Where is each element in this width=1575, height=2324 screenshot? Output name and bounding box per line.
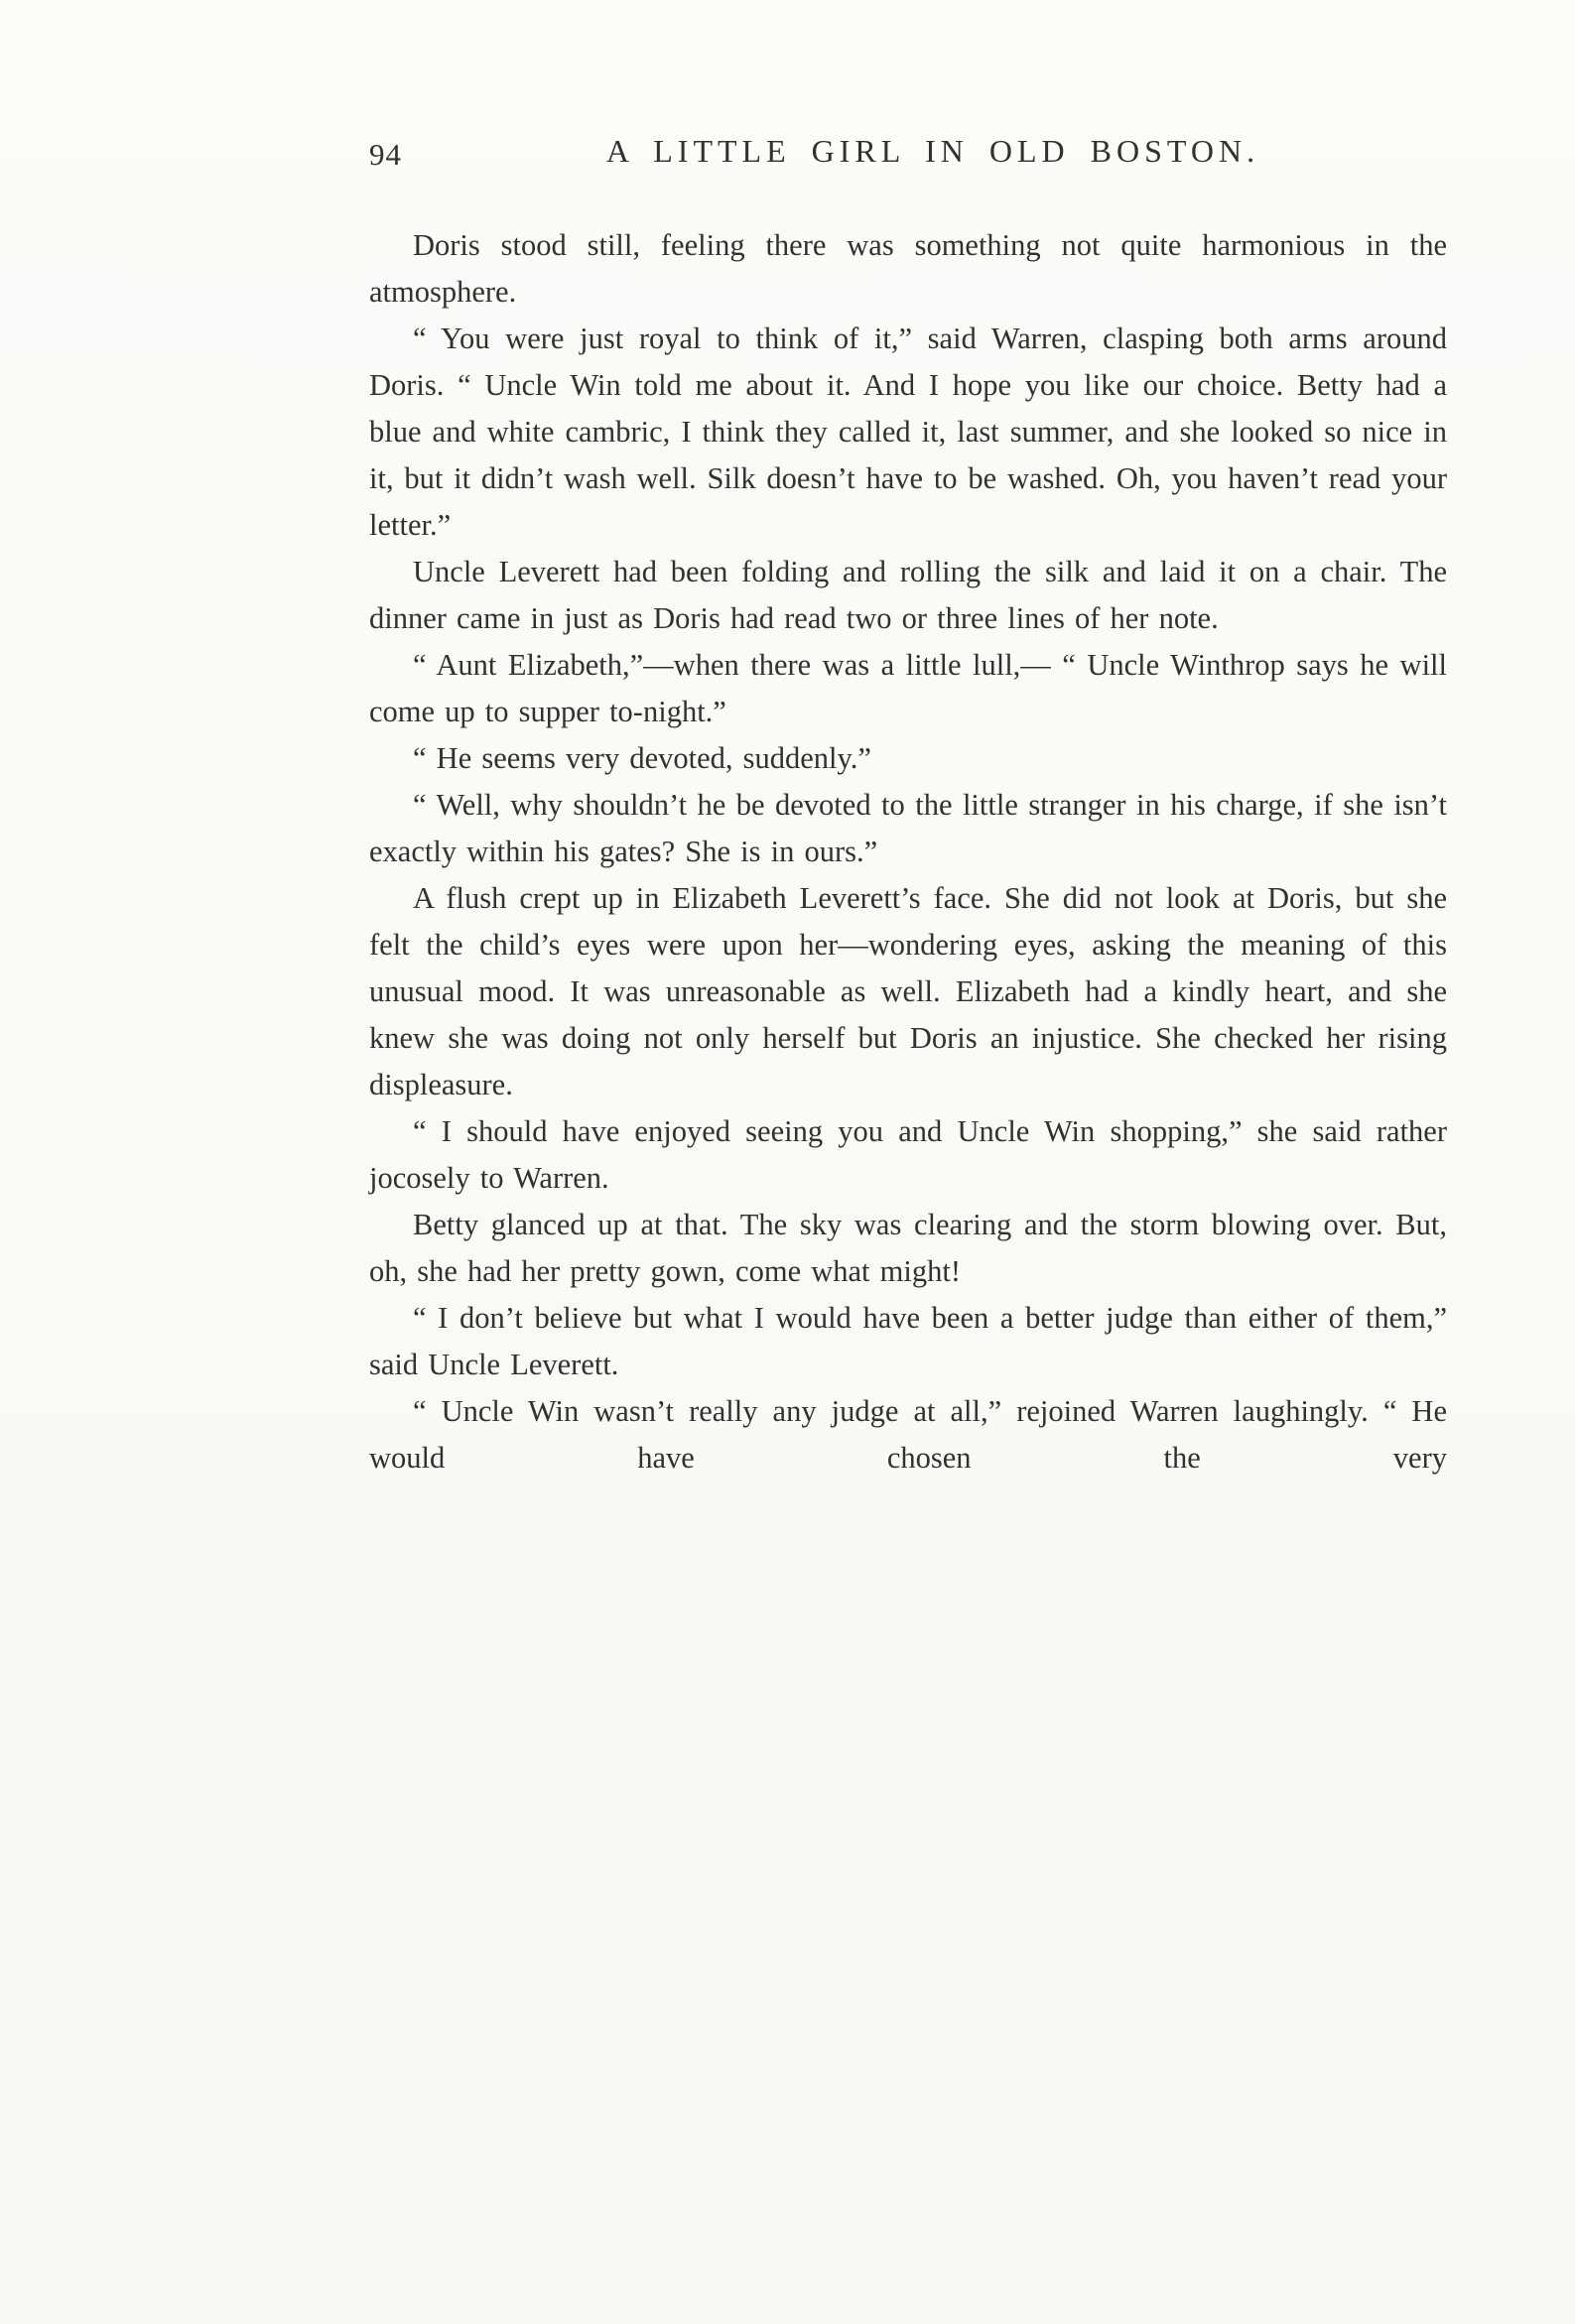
body-text (369, 222, 1447, 1482)
paragraph: “ He seems very devoted, suddenly.” (413, 741, 871, 775)
paragraph: “ You were just royal to think of it,” said Warren, clasping both arms around Doris. “ Uncle Win told me about it. And I hope you like our choice. Betty had a blue and white cambric, I think they called it, last summer, and she looked so nice in it, but it didn’t wash well. Silk doesn’t have to be washed. Oh, you haven’t read your letter.” (369, 322, 1447, 542)
running-title: A LITTLE GIRL IN OLD BOSTON. (605, 133, 1260, 169)
paragraph: Doris stood still, feeling there was something not quite harmonious in the atmosphere. (369, 228, 1447, 309)
text-column (369, 129, 1447, 1482)
paragraph: “ I don’t believe but what I would have been a better judge than either of them,” said Uncle Leverett. (369, 1301, 1447, 1381)
paragraph: Uncle Leverett had been folding and rolling the silk and laid it on a chair. The dinner came in just as Doris had read two or three lines of her note. (369, 555, 1447, 635)
page-number: 94 (369, 137, 402, 172)
paragraph: Betty glanced up at that. The sky was clearing and the storm blowing over. But, oh, she had her pretty gown, come what might! (369, 1208, 1447, 1288)
paragraph: A flush crept up in Elizabeth Leverett’s face. She did not look at Doris, but she felt the child’s eyes were upon her—wondering eyes, asking the meaning of this unusual mood. It was unreasonable as well. Elizabeth had a kindly heart, and she knew she was doing not only herself but Doris an injustice. She checked her rising displeasure. (369, 881, 1447, 1101)
paragraph: “ I should have enjoyed seeing you and Uncle Win shopping,” she said rather jocosely to Warren. (369, 1114, 1447, 1195)
running-head (369, 129, 1447, 189)
paragraph: “ Uncle Win wasn’t really any judge at all,” rejoined Warren laughingly. “ He would have chosen the very (369, 1394, 1447, 1475)
paragraph: “ Aunt Elizabeth,”—when there was a little lull,— “ Uncle Winthrop says he will come up to supper to-night.” (369, 648, 1447, 728)
paragraph: “ Well, why shouldn’t he be devoted to the little stranger in his charge, if she isn’t exactly within his gates? She is in ours.” (369, 788, 1447, 868)
